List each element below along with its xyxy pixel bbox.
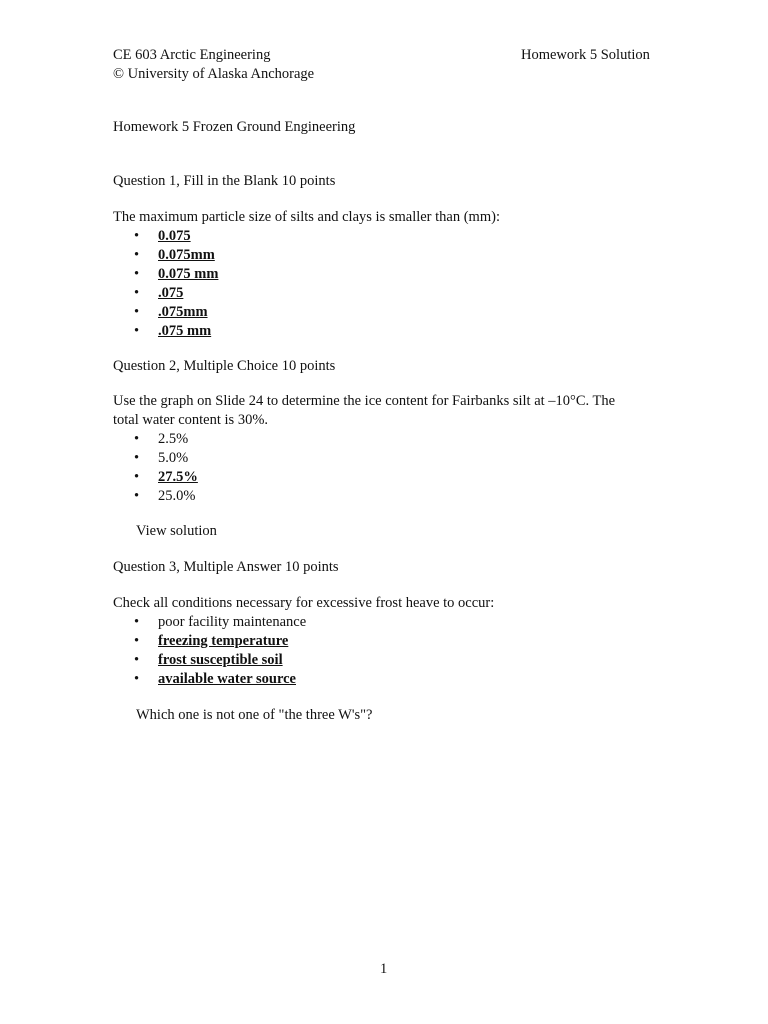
list-item: [113, 303, 500, 322]
course-name: CE 603 Arctic Engineering: [113, 47, 271, 63]
answer-option: poor facility maintenance: [158, 614, 307, 630]
bullet-icon: •: [134, 266, 140, 282]
list-item: [113, 632, 494, 651]
question-prompt-line-1: Use the graph on Slide 24 to determine the ice content for Fairbanks silt at –10°C. The: [113, 393, 616, 409]
list-item: [113, 430, 615, 449]
question-3: [113, 558, 339, 577]
list-item: [113, 449, 615, 468]
bullet-icon: •: [134, 652, 140, 668]
question-2: [113, 357, 335, 376]
list-item: [113, 651, 494, 670]
correct-answer: freezing temperature: [158, 633, 289, 649]
correct-answer: 0.075mm: [158, 247, 215, 263]
document-title: Homework 5 Frozen Ground Engineering: [113, 119, 356, 135]
bullet-icon: •: [134, 304, 140, 320]
list-item: [113, 284, 500, 303]
bullet-icon: •: [134, 488, 140, 504]
bullet-icon: •: [134, 247, 140, 263]
page-number: 1: [380, 961, 388, 977]
list-item: [113, 468, 615, 487]
correct-answer: .075mm: [158, 304, 208, 320]
question-prompt: Check all conditions necessary for excessive frost heave to occur:: [113, 595, 495, 611]
bullet-icon: •: [134, 633, 140, 649]
bullet-icon: •: [134, 671, 140, 687]
correct-answer: available water source: [158, 671, 296, 687]
question-prompt: The maximum particle size of silts and clays is smaller than (mm):: [113, 209, 500, 225]
bullet-icon: •: [134, 323, 140, 339]
list-item: [113, 227, 500, 246]
question-heading: Question 1, Fill in the Blank 10 points: [113, 173, 336, 189]
question-heading: Question 2, Multiple Choice 10 points: [113, 358, 336, 374]
answer-list: [113, 613, 494, 689]
answer-option: 5.0%: [158, 450, 189, 466]
question-heading: Question 3, Multiple Answer 10 points: [113, 559, 339, 575]
question-2-body: [113, 392, 615, 506]
list-item: [113, 246, 500, 265]
list-item: [113, 670, 494, 689]
bullet-icon: •: [134, 431, 140, 447]
correct-answer: 0.075: [158, 228, 191, 244]
bullet-icon: •: [134, 450, 140, 466]
correct-answer: frost susceptible soil: [158, 652, 283, 668]
header-left: [113, 46, 314, 84]
bullet-icon: •: [134, 285, 140, 301]
list-item: [113, 487, 615, 506]
question-hint: Which one is not one of "the three W's"?: [136, 707, 373, 723]
answer-list: [113, 430, 615, 506]
doc-label: Homework 5 Solution: [521, 47, 650, 63]
bullet-icon: •: [134, 228, 140, 244]
answer-option: 2.5%: [158, 431, 189, 447]
answer-list: [113, 227, 500, 341]
answer-option: 25.0%: [158, 488, 196, 504]
list-item: [113, 613, 494, 632]
correct-answer: 0.075 mm: [158, 266, 219, 282]
view-solution-link[interactable]: View solution: [136, 523, 217, 539]
list-item: [113, 265, 500, 284]
bullet-icon: •: [134, 614, 140, 630]
list-item: [113, 322, 500, 341]
correct-answer: .075 mm: [158, 323, 212, 339]
question-3-body: [113, 594, 494, 689]
question-1: [113, 172, 335, 191]
question-prompt-line-2: total water content is 30%.: [113, 412, 269, 428]
bullet-icon: •: [134, 469, 140, 485]
correct-answer: 27.5%: [158, 469, 198, 485]
copyright-line: © University of Alaska Anchorage: [113, 66, 315, 82]
correct-answer: .075: [158, 285, 184, 301]
question-1-body: [113, 208, 500, 341]
header-right: [521, 46, 650, 65]
